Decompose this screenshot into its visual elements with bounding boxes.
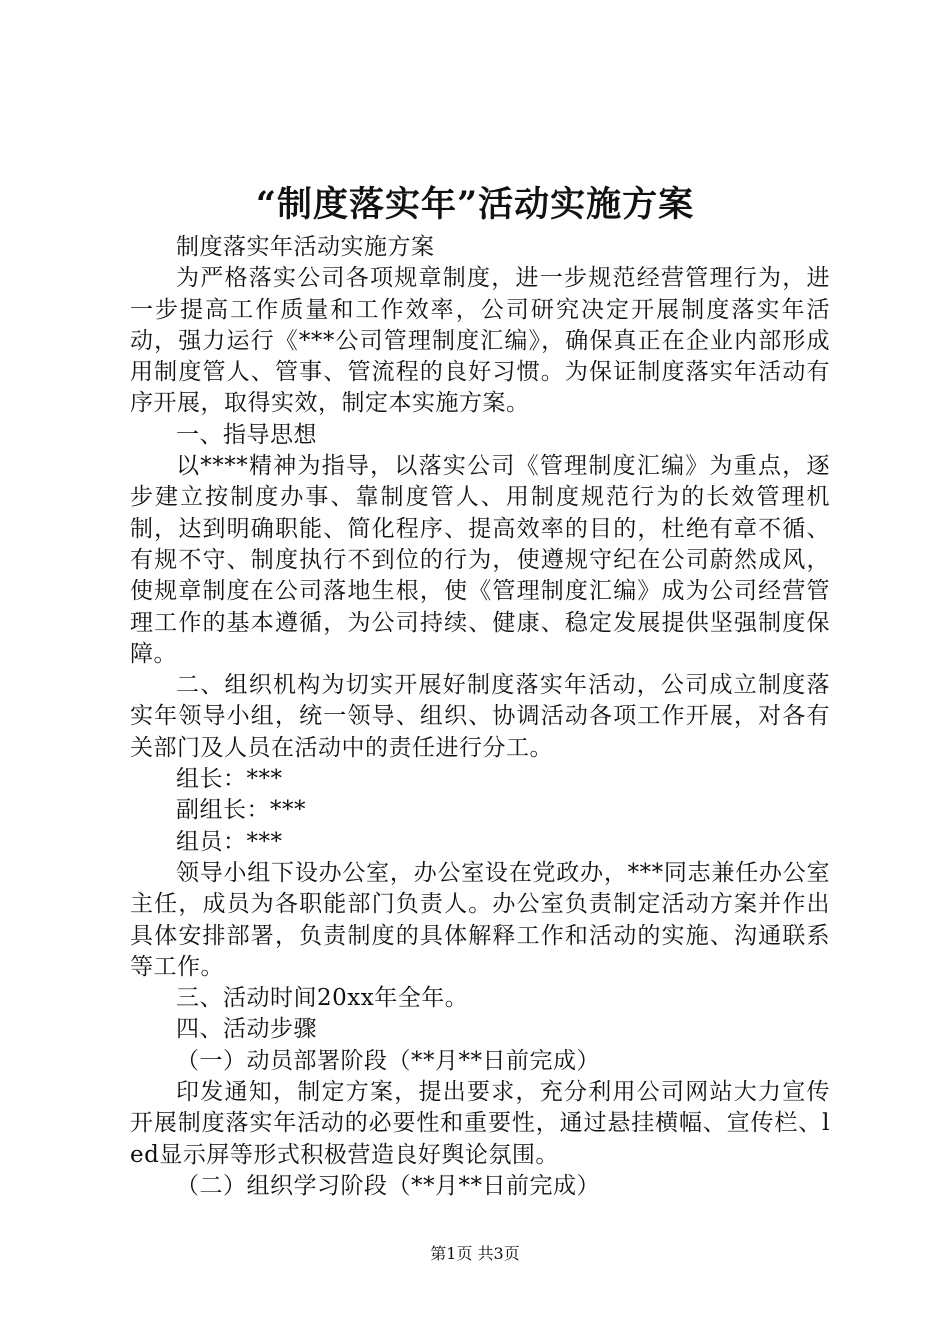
- paragraph-organization: 二、组织机构为切实开展好制度落实年活动，公司成立制度落实年领导小组，统一领导、组织、协调活动各项工作开展，对各有关部门及人员在活动中的责任进行分工。: [130, 672, 830, 761]
- line-team-leader: 组长：***: [176, 766, 283, 793]
- subheading-study-stage: （二）组织学习阶段（**月**日前完成）: [176, 1172, 600, 1199]
- paragraph-office: 领导小组下设办公室，办公室设在党政办，***同志兼任办公室主任，成员为各职能部门负责人。办公室负责制定活动方案并作出具体安排部署，负责制度的具体解释工作和活动的实施、沟通联系等工作。: [130, 859, 830, 980]
- section-heading-guiding-ideology: 一、指导思想: [176, 421, 317, 448]
- paragraph-mobilization: 印发通知，制定方案，提出要求，充分利用公司网站大力宣传开展制度落实年活动的必要性和重要性，通过悬挂横幅、宣传栏、led显示屏等形式积极营造良好舆论氛围。: [130, 1079, 830, 1168]
- section-heading-activity-steps: 四、活动步骤: [176, 1016, 317, 1043]
- paragraph-intro: 为严格落实公司各项规章制度，进一步规范经营管理行为，进一步提高工作质量和工作效率，公司研究决定开展制度落实年活动，强力运行《***公司管理制度汇编》，确保真正在企业内部形成用制度管人、管事、管流程的良好习惯。为保证制度落实年活动有序开展，取得实效，制定本实施方案。: [130, 265, 830, 417]
- paragraph-guiding-ideology: 以****精神为指导，以落实公司《管理制度汇编》为重点，逐步建立按制度办事、靠制度管人、用制度规范行为的长效管理机制，达到明确职能、简化程序、提高效率的目的，杜绝有章不循、有规不守、制度执行不到位的行为，使遵规守纪在公司蔚然成风，使规章制度在公司落地生根，使《管理制度汇编》成为公司经营管理工作的基本遵循，为公司持续、健康、稳定发展提供坚强制度保障。: [130, 453, 830, 667]
- document-body: [130, 232, 830, 1202]
- line-deputy-leader: 副组长：***: [176, 797, 306, 824]
- paragraph-subtitle: 制度落实年活动实施方案: [176, 234, 435, 260]
- section-heading-activity-time: 三、活动时间20xx年全年。: [176, 985, 469, 1012]
- subheading-mobilization-stage: （一）动员部署阶段（**月**日前完成）: [176, 1047, 600, 1074]
- document-title: “制度落实年”活动实施方案: [255, 184, 695, 225]
- page-footer: 第1页 共3页: [430, 1244, 520, 1263]
- line-team-members: 组员：***: [176, 828, 283, 855]
